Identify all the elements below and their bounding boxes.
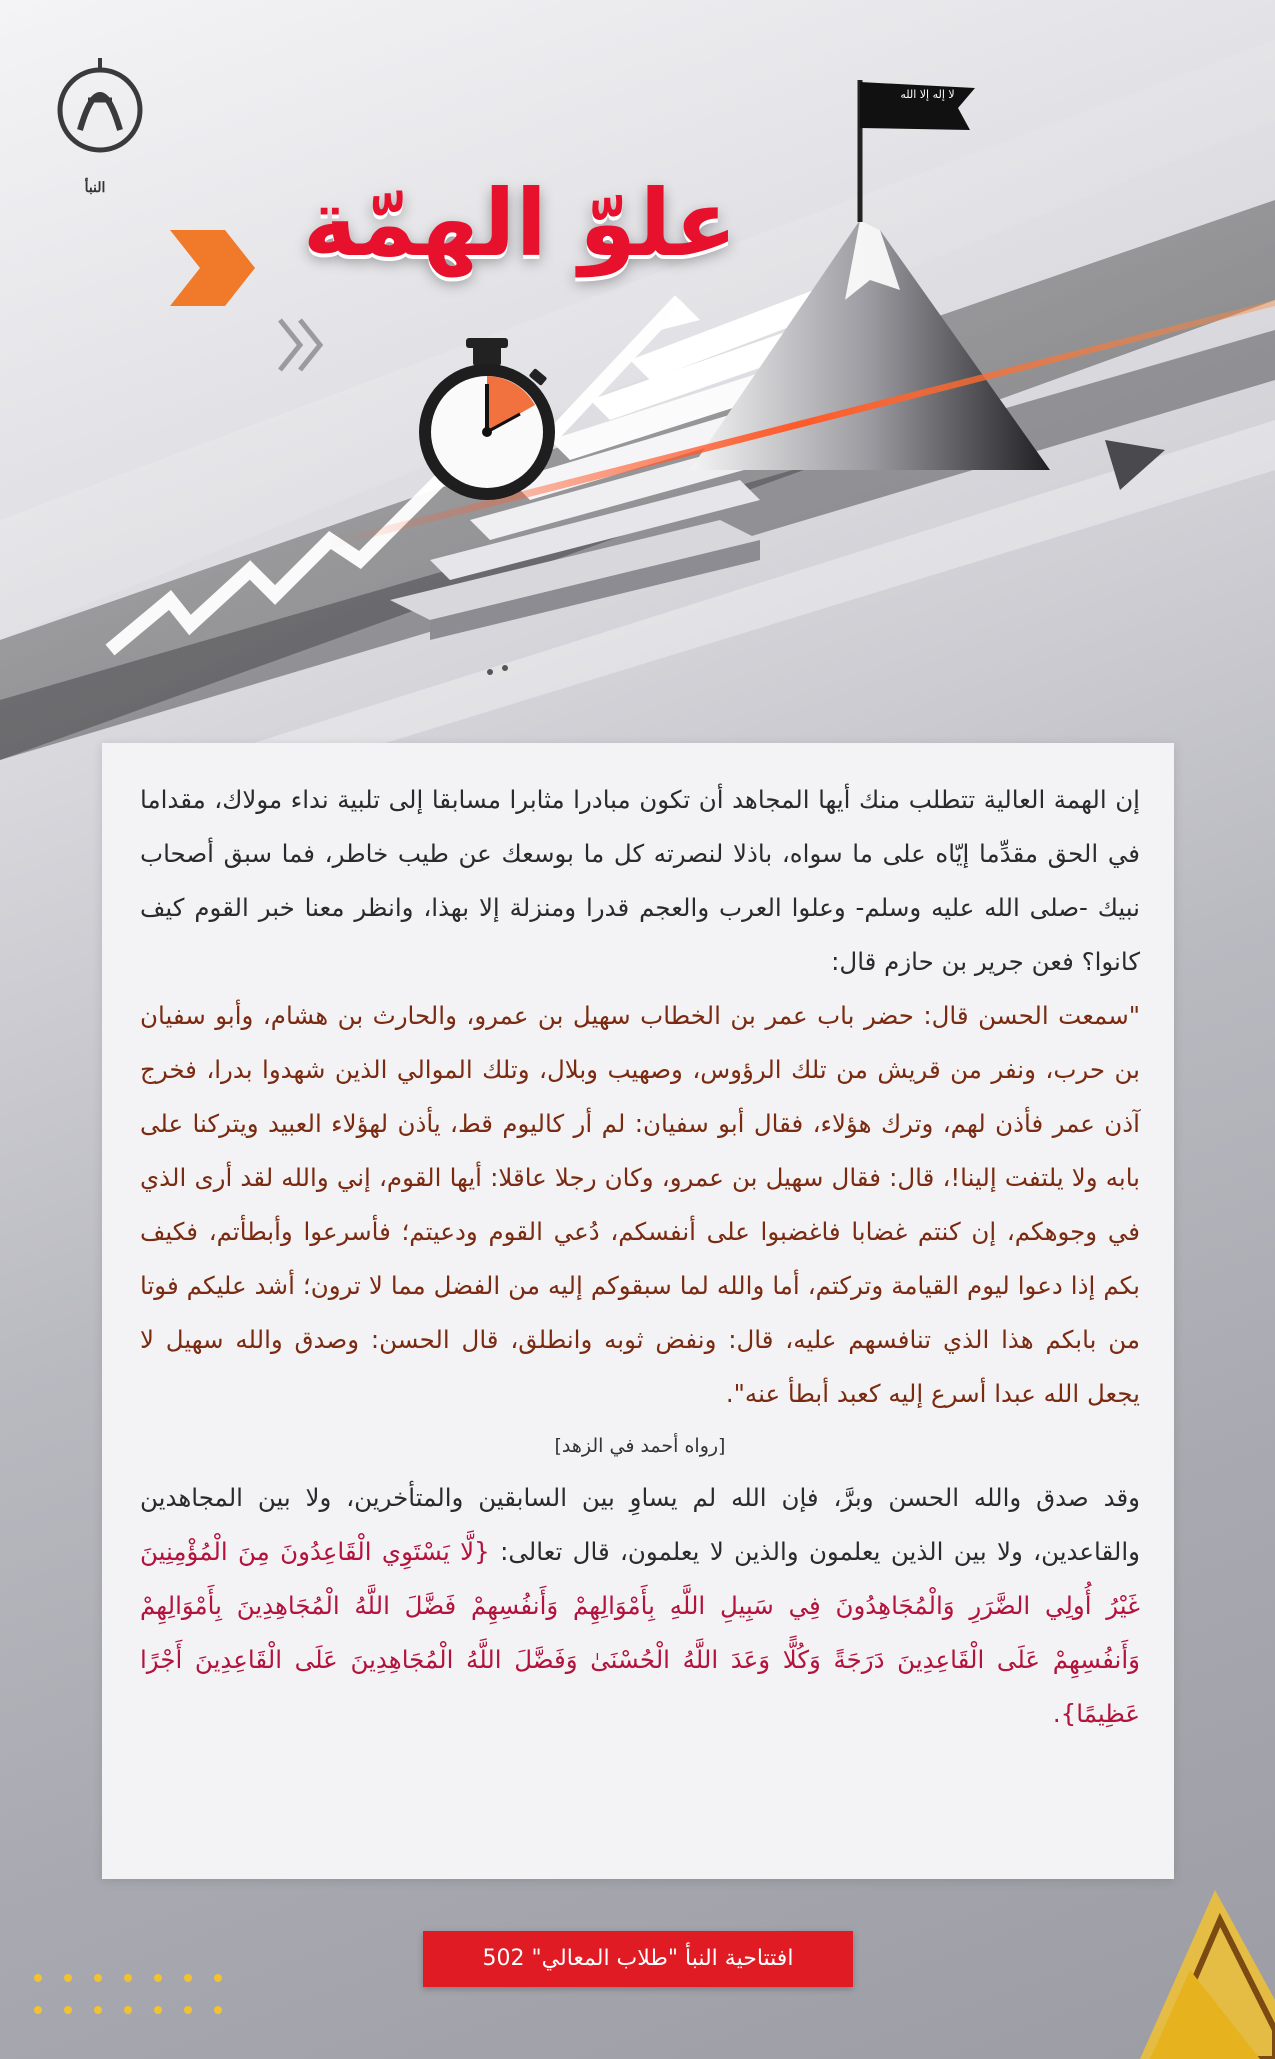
page-title: علوّ الهمّة [302,170,738,277]
conclusion-text: وقد صدق والله الحسن وبرَّ، فإن الله لم يساوِ بين السابقين والمتأخرين، ولا بين المجاهدين والقاعدين، ولا بين الذين يعلمون والذين لا يعلمون، قال تعالى: [140,1483,1140,1566]
hero-artwork [0,0,1275,760]
footer-badge: افتتاحية النبأ "طلاب المعالي" 502 [423,1931,853,1987]
flag-text: لا إله إلا الله [900,88,955,101]
logo-text: النبأ [84,180,106,196]
grey-chevron-1 [280,320,300,370]
orange-chevron [170,230,255,306]
article-card [102,743,1174,1879]
hadith-source: [رواه أحمد في الزهد] [554,1435,726,1457]
article-body [140,773,1140,1741]
intro-paragraph: إن الهمة العالية تتطلب منك أيها المجاهد أن تكون مبادرا مثابرا مسابقا إلى تلبية نداء مولاك، مقداما في الحق مقدِّما إيّاه على ما سواه، باذلا لنصرته كل ما بوسعك عن طيب خاطر، فما سبق أصحاب نبيك -صلى الله عليه وسلم- وعلوا العرب والعجم قدرا ومنزلة إلا بهذا، وانظر معنا خبر القوم كيف كانوا؟ فعن جرير بن حازم قال: [140,785,1140,976]
conclusion-paragraph [140,1471,1140,1741]
decorative-dots [30,1970,290,2040]
hero-illustration [0,0,1275,760]
hadith-quote: "سمعت الحسن قال: حضر باب عمر بن الخطاب سهيل بن عمرو، والحارث بن هشام، وأبو سفيان بن حرب، ونفر من قريش من تلك الرؤوس، وصهيب وبلال، وتلك الموالي الذين شهدوا بدرا، فخرج آذن عمر فأذن لهم، وترك هؤلاء، فقال أبو سفيان: لم أر كاليوم قط، يأذن لهؤلاء العبيد ويتركنا على بابه ولا يلتفت إلينا!، قال: فقال سهيل بن عمرو، وكان رجلا عاقلا: أيها القوم، إني والله لقد أرى الذي في وجوهكم، إن كنتم غضابا فاغضبوا على أنفسكم، دُعي القوم ودعيتم؛ فأسرعوا وأبطأتم، فكيف بكم إذا دعوا ليوم القيامة وتركتم، أما والله لما سبقوكم إليه من الفضل مما لا ترون؛ أشد عليكم فوتا من بابكم هذا الذي تنافسهم عليه، قال: ونفض ثوبه وانطلق، قال الحسن: وصدق والله سهيل لا يجعل الله عبدا أسرع إليه كعبد أبطأ عنه". [140,1001,1140,1408]
quran-verse: {لَّا يَسْتَوِي الْقَاعِدُونَ مِنَ الْمُؤْمِنِينَ غَيْرُ أُولِي الضَّرَرِ وَالْمُجَاهِدُونَ فِي سَبِيلِ اللَّهِ بِأَمْوَالِهِمْ وَأَنفُسِهِمْ فَضَّلَ اللَّهُ الْمُجَاهِدِينَ بِأَمْوَالِهِمْ وَأَنفُسِهِمْ عَلَى الْقَاعِدِينَ دَرَجَةً وَكُلًّا وَعَدَ اللَّهُ الْحُسْنَىٰ وَفَضَّلَ اللَّهُ الْمُجَاهِدِينَ عَلَى الْقَاعِدِينَ أَجْرًا عَظِيمًا}. [140,1537,1140,1728]
corner-triangles [1120,1890,1275,2059]
hero-dot-2 [502,665,508,671]
logo-icon [60,58,140,150]
hero-dot-1 [487,669,493,675]
